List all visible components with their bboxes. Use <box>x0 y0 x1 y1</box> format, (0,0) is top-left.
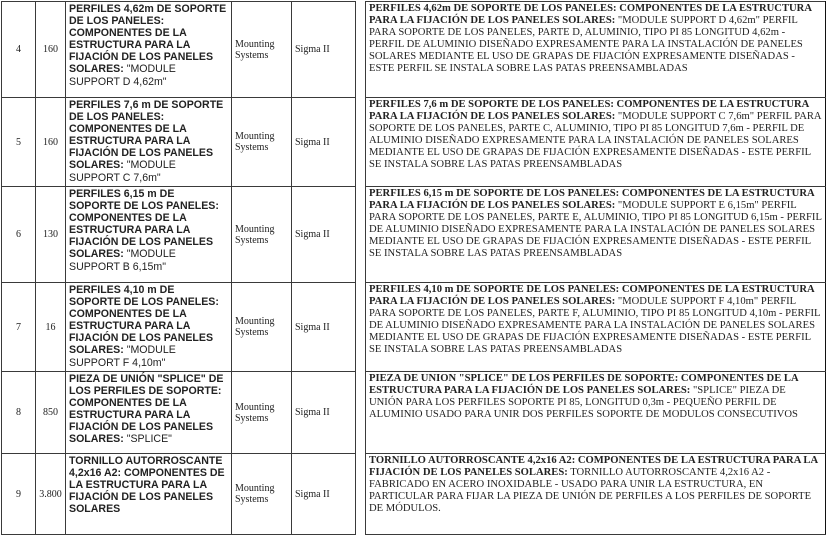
item-quantity: 16 <box>36 283 66 372</box>
item-name-normal: "MODULE SUPPORT B 6,15m" <box>69 248 176 273</box>
item-name <box>66 187 232 283</box>
item-description <box>366 372 826 454</box>
column-gap <box>356 187 366 283</box>
item-model: Sigma II <box>292 372 356 454</box>
item-name <box>66 283 232 372</box>
column-gap <box>356 2 366 98</box>
item-brand: Mounting Systems <box>232 98 292 187</box>
item-name-normal: "MODULE SUPPORT C 7,6m" <box>69 159 176 184</box>
item-name-normal: "MODULE SUPPORT F 4,10m" <box>69 344 176 369</box>
item-name-bold: PIEZA DE UNIÓN "SPLICE" DE LOS PERFILES DE SOPORTE: COMPONENTES DE LA ESTRUCTURA PARA LA FIJACIÓN DE LOS PANELES SOLARES: <box>69 373 224 446</box>
item-name-normal: "MODULE SUPPORT D 4,62m" <box>69 63 176 88</box>
item-brand: Mounting Systems <box>232 454 292 535</box>
column-gap <box>356 283 366 372</box>
item-description-normal: "MODULE SUPPORT F 4,10m" PERFIL PARA SOPORTE DE LOS PANELES, PARTE F, ALUMINIO, TIPO PI 85 LONGITUD 4,10m - PERFIL DE ALUMINIO DISEÑADO EXPRESAMENTE PARA LA INSTALACIÓN DE PANELES SOLARES MEDIANTE EL USO DE GRAPAS DE FIJACIÓN EXPRESAMENTE DISEÑADAS - ESTE PERFIL SE INSTALA SOBRE LAS PATAS PREENSAMBLADAS <box>369 295 821 355</box>
item-name-bold: PERFILES 7,6 m DE SOPORTE DE LOS PANELES: COMPONENTES DE LA ESTRUCTURA PARA LA FIJACIÓN DE LOS PANELES SOLARES: <box>69 99 224 172</box>
item-description-normal: "MODULE SUPPORT C 7,6m" PERFIL PARA SOPORTE DE LOS PANELES, PARTE C, ALUMINIO, TIPO PI 85 LONGITUD 7,6m - PERFIL DE ALUMINIO DISEÑADO EXPRESAMENTE PARA LA INSTALACIÓN DE PANELES SOLARES MEDIANTE EL USO DE GRAPAS DE FIJACIÓN EXPRESAMENTE DISEÑADAS - ESTE PERFIL SE INSTALA SOBRE LAS PATAS PREENSAMBLADAS <box>369 110 821 170</box>
item-quantity: 160 <box>36 98 66 187</box>
item-model: Sigma II <box>292 2 356 98</box>
item-brand: Mounting Systems <box>232 187 292 283</box>
item-name <box>66 372 232 454</box>
components-table <box>1 1 826 535</box>
item-number: 7 <box>2 283 36 372</box>
item-description-bold: TORNILLO AUTORROSCANTE 4,2x16 A2: COMPONENTES DE LA ESTRUCTURA PARA LA FIJACIÓN DE LOS PANELES SOLARES: <box>369 455 818 478</box>
item-description-bold: PERFILES 4,62m DE SOPORTE DE LOS PANELES: COMPONENTES DE LA ESTRUCTURA PARA LA FIJACIÓN DE LOS PANELES SOLARES: <box>369 3 812 26</box>
item-description <box>366 187 826 283</box>
item-description <box>366 98 826 187</box>
item-number: 5 <box>2 98 36 187</box>
item-model: Sigma II <box>292 98 356 187</box>
item-brand: Mounting Systems <box>232 2 292 98</box>
item-description-bold: PERFILES 4,10 m DE SOPORTE DE LOS PANELES: COMPONENTES DE LA ESTRUCTURA PARA LA FIJACIÓN DE LOS PANELES SOLARES: <box>369 284 815 307</box>
item-name-bold: TORNILLO AUTORROSCANTE 4,2x16 A2: COMPONENTES DE LA ESTRUCTURA PARA LA FIJACIÓN DE LOS PANELES SOLARES <box>69 455 225 516</box>
item-name <box>66 454 232 535</box>
item-description-bold: PIEZA DE UNION "SPLICE" DE LOS PERFILES DE SOPORTE: COMPONENTES DE LA ESTRUCTURA PARA LA FIJACIÓN DE LOS PANELES SOLARES: <box>369 373 799 396</box>
item-description-normal: "SPLICE" PIEZA DE UNIÓN PARA LOS PERFILES SOPORTE PI 85, LONGITUD 0,3m - PEQUEÑO PERFIL DE ALUMINIO USADO PARA UNIR DOS PERFILES SOPORTE DE MODULOS CONSECUTIVOS <box>369 384 798 420</box>
item-brand: Mounting Systems <box>232 283 292 372</box>
table-row <box>2 283 826 372</box>
item-description-bold: PERFILES 6,15 m DE SOPORTE DE LOS PANELES: COMPONENTES DE LA ESTRUCTURA PARA LA FIJACIÓN DE LOS PANELES SOLARES: <box>369 188 815 211</box>
item-quantity: 3.800 <box>36 454 66 535</box>
item-description-bold: PERFILES 7,6 m DE SOPORTE DE LOS PANELES: COMPONENTES DE LA ESTRUCTURA PARA LA FIJACIÓN DE LOS PANELES SOLARES: <box>369 99 809 122</box>
item-description-normal: "MODULE SUPPORT E 6,15m" PERFIL PARA SOPORTE DE LOS PANELES, PARTE E, ALUMINIO, TIPO PI 85 LONGITUD 6,15m - PERFIL DE ALUMINIO DISEÑADO EXPRESAMENTE PARA LA INSTALACIÓN DE PANELES SOLARES MEDIANTE EL USO DE GRAPAS DE FIJACIÓN EXPRESAMENTE DISEÑADAS - ESTE PERFIL SE INSTALA SOBRE LAS PATAS PREENSAMBLADAS <box>369 199 822 259</box>
table-row <box>2 187 826 283</box>
item-model: Sigma II <box>292 187 356 283</box>
item-description <box>366 2 826 98</box>
item-description-normal: "MODULE SUPPORT D 4,62m" PERFIL PARA SOPORTE DE LOS PANELES, PARTE D, ALUMINIO, TIPO PI 85 LONGITUD 4,62m - PERFIL DE ALUMINIO DISEÑADO EXPRESAMENTE PARA LA INSTALACIÓN DE PANELES SOLARES MEDIANTE EL USO DE GRAPAS DE FIJACIÓN EXPRESAMENTE DISEÑADAS - ESTE PERFIL SE INSTALA SOBRE LAS PATAS PREENSAMBLADAS <box>369 14 803 74</box>
item-model: Sigma II <box>292 283 356 372</box>
item-name-bold: PERFILES 4,10 m DE SOPORTE DE LOS PANELES: COMPONENTES DE LA ESTRUCTURA PARA LA FIJACIÓN DE LOS PANELES SOLARES: <box>69 284 219 357</box>
item-model: Sigma II <box>292 454 356 535</box>
item-name-normal: "SPLICE" <box>123 433 172 446</box>
item-name-bold: PERFILES 6,15 m DE SOPORTE DE LOS PANELES: COMPONENTES DE LA ESTRUCTURA PARA LA FIJACIÓN DE LOS PANELES SOLARES: <box>69 188 219 261</box>
column-gap <box>356 98 366 187</box>
item-number: 8 <box>2 372 36 454</box>
item-name <box>66 98 232 187</box>
column-gap <box>356 454 366 535</box>
table-row <box>2 454 826 535</box>
column-gap <box>356 372 366 454</box>
item-description-normal: TORNILLO AUTORROSCANTE 4,2x16 A2 - FABRICADO EN ACERO INOXIDABLE - USADO PARA UNIR LA ESTRUCTURA, EN PARTICULAR PARA FIJAR LA PIEZA DE UNIÓN DE PERFILES A LOS PERFILES DE SOPORTE DE MÓDULOS. <box>369 466 812 514</box>
item-description <box>366 283 826 372</box>
item-name-bold: PERFILES 4,62m DE SOPORTE DE LOS PANELES: COMPONENTES DE LA ESTRUCTURA PARA LA FIJACIÓN DE LOS PANELES SOLARES: <box>69 3 227 76</box>
item-quantity: 130 <box>36 187 66 283</box>
item-quantity: 850 <box>36 372 66 454</box>
item-number: 9 <box>2 454 36 535</box>
item-number: 4 <box>2 2 36 98</box>
table-row <box>2 2 826 98</box>
item-quantity: 160 <box>36 2 66 98</box>
table-row <box>2 98 826 187</box>
item-description <box>366 454 826 535</box>
item-brand: Mounting Systems <box>232 372 292 454</box>
table-row <box>2 372 826 454</box>
item-name <box>66 2 232 98</box>
item-number: 6 <box>2 187 36 283</box>
